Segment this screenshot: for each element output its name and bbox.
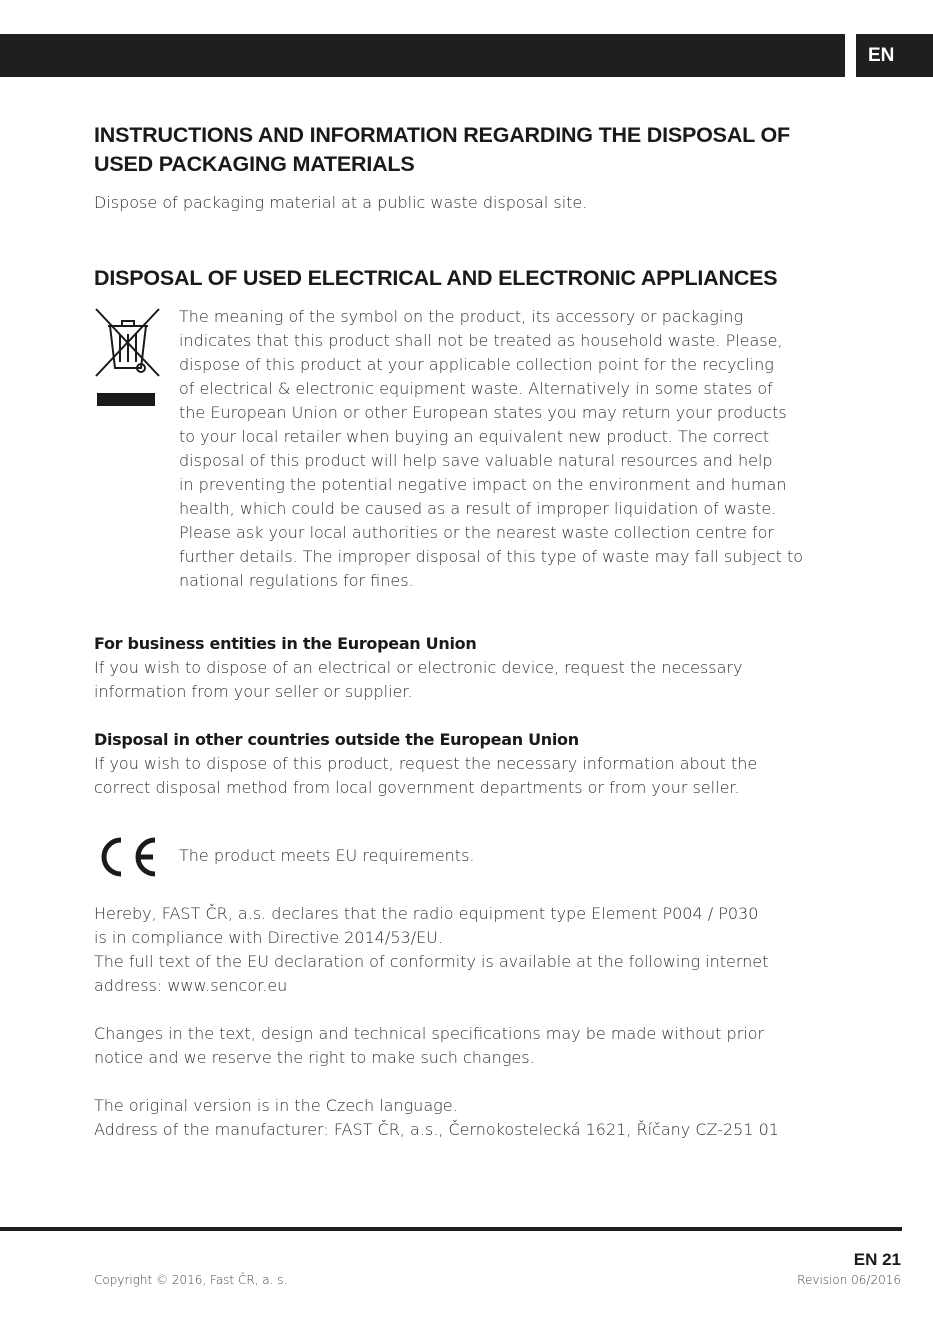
packaging-heading-line: USED PACKAGING MATERIALS xyxy=(94,152,415,176)
weee-line: further details. The improper disposal of this type of waste may fall subject to xyxy=(179,547,804,566)
packaging-heading-line: INSTRUCTIONS AND INFORMATION REGARDING THE DISPOSAL OF xyxy=(94,123,790,147)
business-line: If you wish to dispose of an electrical or electronic device, request the necessary xyxy=(94,658,743,677)
weee-line: to your local retailer when buying an equivalent new product. The correct xyxy=(179,427,770,446)
weee-paragraph xyxy=(179,305,803,593)
declaration-line: is in compliance with Directive 2014/53/EU. xyxy=(94,928,443,947)
crossed-out-wheelie-bin-icon xyxy=(93,306,163,408)
weee-line: national regulations for fines. xyxy=(179,571,414,590)
page-number: EN 21 xyxy=(853,1250,901,1269)
declaration-line: address: www.sencor.eu xyxy=(94,976,288,995)
weee-line: health, which could be caused as a result of improper liquidation of waste. xyxy=(179,499,777,518)
ce-text: The product meets EU requirements. xyxy=(179,846,475,865)
original-line: Address of the manufacturer: FAST ČR, a.s., Černokostelecká 1621, Říčany CZ-251 01 xyxy=(94,1120,779,1139)
weee-line: The meaning of the symbol on the product, its accessory or packaging xyxy=(179,307,744,326)
business-heading: For business entities in the European Union xyxy=(94,634,477,653)
packaging-text: Dispose of packaging material at a public waste disposal site. xyxy=(94,193,588,212)
outside-eu-paragraph xyxy=(94,752,757,800)
weee-line: dispose of this product at your applicable collection point for the recycling xyxy=(179,355,774,374)
weee-line: in preventing the potential negative impact on the environment and human xyxy=(179,475,787,494)
weee-line: indicates that this product shall not be treated as household waste. Please, xyxy=(179,331,783,350)
weee-heading: DISPOSAL OF USED ELECTRICAL AND ELECTRONIC APPLIANCES xyxy=(94,266,778,290)
copyright-text: Copyright © 2016, Fast ČR, a. s. xyxy=(94,1273,288,1287)
weee-line: Please ask your local authorities or the nearest waste collection centre for xyxy=(179,523,774,542)
declaration-line: The full text of the EU declaration of conformity is available at the following internet xyxy=(94,952,769,971)
weee-line: disposal of this product will help save valuable natural resources and help xyxy=(179,451,773,470)
outside-eu-line: If you wish to dispose of this product, request the necessary information about the xyxy=(94,754,758,773)
declaration-line: Hereby, FAST ČR, a.s. declares that the radio equipment type Element P004 / P030 xyxy=(94,904,759,923)
header-bar xyxy=(0,34,845,77)
declaration-paragraph xyxy=(94,902,768,998)
footer-rule xyxy=(0,1227,902,1231)
business-paragraph xyxy=(94,656,742,704)
changes-line: notice and we reserve the right to make such changes. xyxy=(94,1048,535,1067)
original-paragraph xyxy=(94,1094,779,1142)
packaging-heading xyxy=(94,121,790,179)
language-tab: EN xyxy=(856,34,933,77)
weee-line: the European Union or other European states you may return your products xyxy=(179,403,787,422)
outside-eu-heading: Disposal in other countries outside the European Union xyxy=(94,730,579,749)
revision-text: Revision 06/2016 xyxy=(797,1273,901,1287)
original-line: The original version is in the Czech language. xyxy=(94,1096,458,1115)
weee-line: of electrical & electronic equipment waste. Alternatively in some states of xyxy=(179,379,773,398)
changes-line: Changes in the text, design and technical specifications may be made without prior xyxy=(94,1024,765,1043)
outside-eu-line: correct disposal method from local government departments or from your seller. xyxy=(94,778,740,797)
changes-paragraph xyxy=(94,1022,764,1070)
ce-mark-icon xyxy=(97,836,159,878)
business-line: information from your seller or supplier. xyxy=(94,682,413,701)
